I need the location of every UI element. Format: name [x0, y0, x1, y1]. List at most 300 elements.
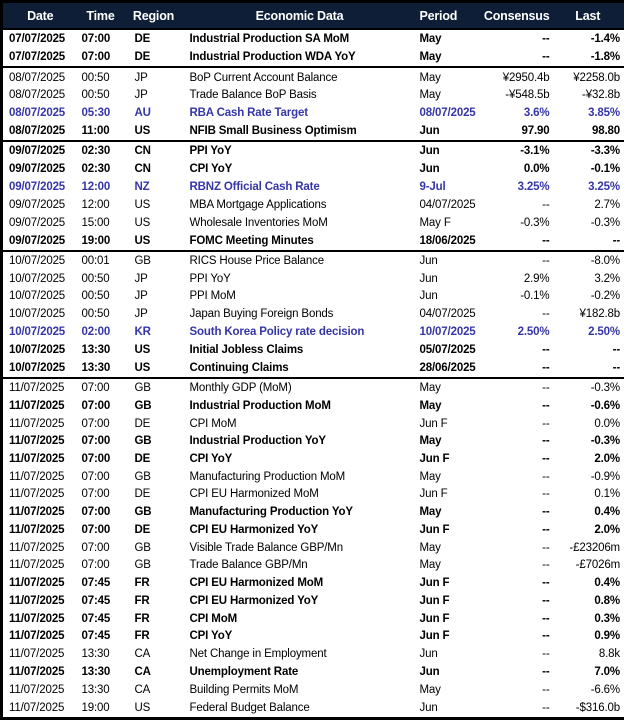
cell-consensus: -- — [542, 665, 550, 678]
cell-time: 12:00 — [81, 181, 111, 194]
cell-period: Jun F — [419, 594, 450, 607]
cell-region: JP — [134, 290, 148, 303]
cell-date: 11/07/2025 — [9, 577, 65, 590]
cell-period: 08/07/2025 — [419, 107, 476, 120]
cell-date: 11/07/2025 — [9, 488, 65, 501]
table-header — [2, 2, 624, 30]
cell-time: 13:30 — [81, 683, 110, 696]
cell-date: 08/07/2025 — [2, 67, 78, 86]
cell-region: CN — [134, 163, 151, 176]
cell-date: 07/07/2025 — [9, 51, 66, 64]
cell-consensus: -- — [542, 435, 550, 448]
cell-event: CPI YoY — [189, 452, 233, 465]
column-header-period: Period — [416, 2, 482, 30]
cell-period: May — [419, 470, 441, 483]
cell-consensus: -- — [542, 417, 550, 430]
cell-event: CPI YoY — [189, 630, 233, 643]
cell-last: -0.3% — [552, 378, 624, 397]
cell-event: RICS House Price Balance — [184, 251, 416, 270]
cell-time: 07:00 — [81, 435, 111, 448]
table-row — [2, 698, 624, 718]
cell-last: -0.9% — [590, 470, 620, 483]
cell-last: 3.2% — [594, 272, 620, 285]
cell-event: MBA Mortgage Applications — [189, 198, 327, 211]
cell-last: -$316.0b — [575, 701, 620, 714]
cell-event: Trade Balance GBP/Mn — [189, 559, 308, 572]
cell-period: Jun F — [419, 630, 450, 643]
cell-period: Jun F — [419, 417, 448, 430]
cell-time: 07:00 — [81, 33, 111, 46]
cell-region: GB — [124, 378, 184, 397]
cell-consensus: -- — [542, 51, 550, 64]
cell-time: 07:00 — [81, 470, 110, 483]
cell-date: 08/07/2025 — [9, 107, 66, 120]
column-header-economic-data: Economic Data — [184, 2, 416, 30]
cell-event: South Korea Policy rate decision — [189, 325, 365, 338]
cell-time: 19:00 — [81, 701, 110, 714]
cell-consensus: -- — [542, 630, 550, 643]
cell-consensus: ¥2950.4b — [482, 67, 552, 86]
cell-period: Jun F — [419, 612, 450, 625]
cell-period: Jun — [419, 272, 438, 285]
cell-event: Japan Buying Foreign Bonds — [189, 308, 334, 321]
column-header-consensus: Consensus — [482, 2, 552, 30]
cell-last: 0.1% — [594, 488, 620, 501]
cell-date: 11/07/2025 — [9, 701, 65, 714]
column-header-time: Time — [78, 2, 124, 30]
table-row — [2, 251, 624, 270]
cell-event: Continuing Claims — [189, 361, 289, 374]
cell-event: Industrial Production YoY — [189, 435, 326, 448]
table-body — [2, 29, 624, 719]
cell-consensus: 97.90 — [521, 125, 550, 138]
cell-period: Jun — [419, 290, 438, 303]
table-row — [2, 574, 624, 592]
cell-last: -0.2% — [590, 290, 620, 303]
cell-period: Jun F — [419, 452, 450, 465]
cell-consensus: 0.0% — [523, 163, 550, 176]
table-row — [2, 610, 624, 628]
cell-period: Jun — [416, 141, 482, 160]
cell-period: Jun F — [419, 488, 448, 501]
cell-event: CPI EU Harmonized MoM — [189, 577, 324, 590]
cell-event: FOMC Meeting Minutes — [189, 234, 314, 247]
cell-time: 11:00 — [81, 125, 110, 138]
cell-consensus: 2.9% — [523, 272, 550, 285]
cell-last: -0.3% — [590, 216, 620, 229]
cell-region: GB — [134, 470, 151, 483]
cell-time: 07:00 — [81, 452, 111, 465]
table-row — [2, 432, 624, 450]
cell-consensus: 2.50% — [517, 325, 550, 338]
cell-last: -- — [612, 343, 620, 356]
table-row — [2, 397, 624, 415]
column-header-date: Date — [2, 2, 78, 30]
cell-period: May — [419, 89, 441, 102]
cell-last: 0.8% — [594, 594, 620, 607]
cell-last: 0.9% — [594, 630, 620, 643]
cell-time: 05:30 — [81, 107, 111, 120]
table-row — [2, 539, 624, 557]
cell-region: CA — [134, 683, 151, 696]
cell-region: DE — [134, 523, 151, 536]
cell-period: Jun F — [419, 523, 450, 536]
cell-event: CPI EU Harmonized YoY — [189, 523, 319, 536]
cell-region: GB — [134, 399, 152, 412]
cell-last: -£7026m — [575, 559, 620, 572]
cell-event: Manufacturing Production YoY — [189, 506, 353, 519]
cell-consensus: -- — [482, 378, 552, 397]
cell-region: JP — [124, 67, 184, 86]
cell-period: May — [419, 399, 442, 412]
cell-region: GB — [134, 506, 152, 519]
cell-region: DE — [134, 452, 151, 465]
cell-period: May — [419, 559, 441, 572]
cell-event: BoP Current Account Balance — [184, 67, 416, 86]
header-row — [2, 2, 624, 30]
cell-consensus: -- — [542, 701, 550, 714]
cell-date: 09/07/2025 — [9, 198, 66, 211]
cell-consensus: -0.3% — [520, 216, 550, 229]
cell-consensus: -- — [542, 488, 550, 501]
cell-consensus: -- — [542, 470, 550, 483]
cell-consensus: -- — [542, 361, 550, 374]
cell-date: 11/07/2025 — [9, 470, 65, 483]
cell-region: US — [134, 343, 151, 356]
cell-time: 00:50 — [81, 89, 110, 102]
table-row — [2, 104, 624, 122]
cell-time: 07:00 — [81, 488, 110, 501]
cell-consensus: -- — [542, 648, 550, 661]
cell-period: May — [419, 435, 442, 448]
cell-event: Building Permits MoM — [189, 683, 299, 696]
cell-period: May F — [419, 216, 451, 229]
cell-consensus: 3.6% — [523, 107, 550, 120]
cell-event: Federal Budget Balance — [189, 701, 310, 714]
cell-consensus: -- — [542, 523, 550, 536]
cell-date: 08/07/2025 — [9, 89, 66, 102]
cell-event: RBA Cash Rate Target — [189, 107, 308, 120]
cell-region: US — [134, 361, 151, 374]
cell-last: -8.0% — [552, 251, 624, 270]
cell-region: GB — [134, 435, 152, 448]
cell-last: -1.4% — [590, 33, 620, 46]
cell-time: 02:00 — [81, 325, 111, 338]
cell-region: GB — [134, 541, 151, 554]
cell-time: 07:00 — [81, 559, 110, 572]
cell-date: 11/07/2025 — [9, 665, 65, 678]
cell-region: US — [134, 234, 151, 247]
cell-period: May — [416, 67, 482, 86]
cell-consensus: -- — [542, 399, 550, 412]
cell-event: Net Change in Employment — [189, 648, 327, 661]
cell-date: 11/07/2025 — [9, 523, 65, 536]
cell-period: 04/07/2025 — [419, 308, 476, 321]
table-row — [2, 305, 624, 323]
cell-date: 11/07/2025 — [9, 506, 65, 519]
table-row — [2, 468, 624, 486]
cell-time: 15:00 — [81, 216, 110, 229]
cell-date: 11/07/2025 — [9, 612, 65, 625]
cell-date: 10/07/2025 — [2, 251, 78, 270]
table-row — [2, 681, 624, 699]
cell-date: 10/07/2025 — [9, 272, 66, 285]
column-header-region: Region — [124, 2, 184, 30]
cell-period: 28/06/2025 — [419, 361, 476, 374]
cell-last: 2.0% — [594, 523, 620, 536]
cell-time: 07:00 — [78, 378, 124, 397]
cell-period: Jun F — [419, 577, 450, 590]
table-row — [2, 450, 624, 468]
cell-time: 07:45 — [81, 630, 111, 643]
cell-consensus: -3.1% — [482, 141, 552, 160]
cell-region: KR — [134, 325, 151, 338]
cell-event: Trade Balance BoP Basis — [189, 89, 317, 102]
cell-period: 18/06/2025 — [419, 234, 476, 247]
table-row — [2, 270, 624, 288]
cell-last: 3.25% — [588, 181, 620, 194]
cell-region: CA — [134, 665, 151, 678]
cell-region: FR — [134, 594, 150, 607]
cell-event: Industrial Production WDA YoY — [189, 51, 356, 64]
cell-period: 05/07/2025 — [419, 343, 476, 356]
cell-region: NZ — [134, 181, 150, 194]
cell-event: PPI YoY — [184, 141, 416, 160]
column-header-last: Last — [552, 2, 624, 30]
cell-last: -0.6% — [590, 399, 620, 412]
cell-last: 0.0% — [594, 417, 620, 430]
cell-last: 3.85% — [588, 107, 620, 120]
cell-event: CPI MoM — [189, 417, 237, 430]
table-row — [2, 663, 624, 681]
cell-period: 04/07/2025 — [419, 198, 476, 211]
cell-time: 02:30 — [78, 141, 124, 160]
cell-date: 09/07/2025 — [9, 234, 66, 247]
table-row — [2, 160, 624, 178]
cell-consensus: -- — [542, 612, 550, 625]
table-row — [2, 323, 624, 341]
cell-consensus: -- — [542, 683, 550, 696]
cell-region: FR — [134, 612, 150, 625]
cell-time: 00:50 — [81, 308, 110, 321]
cell-date: 11/07/2025 — [9, 541, 65, 554]
table-row — [2, 48, 624, 67]
cell-region: DE — [134, 51, 151, 64]
cell-event: Wholesale Inventories MoM — [189, 216, 328, 229]
cell-region: US — [134, 216, 151, 229]
table-row — [2, 557, 624, 575]
cell-time: 19:00 — [81, 234, 111, 247]
cell-event: CPI EU Harmonized MoM — [189, 488, 319, 501]
cell-date: 11/07/2025 — [9, 683, 65, 696]
cell-last: -3.3% — [552, 141, 624, 160]
table-row — [2, 231, 624, 250]
cell-last: ¥182.8b — [579, 308, 620, 321]
cell-time: 07:00 — [81, 541, 110, 554]
cell-event: Manufacturing Production MoM — [189, 470, 346, 483]
cell-consensus: -- — [542, 33, 550, 46]
cell-date: 10/07/2025 — [9, 325, 66, 338]
cell-time: 07:00 — [81, 523, 111, 536]
cell-last: 0.3% — [594, 612, 620, 625]
cell-period: 10/07/2025 — [419, 325, 476, 338]
cell-region: DE — [134, 488, 151, 501]
cell-time: 07:00 — [81, 399, 111, 412]
cell-time: 02:30 — [81, 163, 111, 176]
cell-period: Jun — [416, 251, 482, 270]
cell-last: -1.8% — [590, 51, 620, 64]
table-row — [2, 196, 624, 214]
cell-consensus: 3.25% — [517, 181, 550, 194]
cell-consensus: -- — [542, 559, 550, 572]
cell-time: 07:45 — [81, 612, 111, 625]
cell-last: -6.6% — [590, 683, 620, 696]
table-row — [2, 87, 624, 105]
cell-date: 11/07/2025 — [9, 559, 65, 572]
cell-last: -- — [612, 361, 620, 374]
cell-region: DE — [134, 417, 151, 430]
table-row — [2, 359, 624, 378]
cell-last: -0.3% — [590, 435, 620, 448]
cell-time: 00:01 — [78, 251, 124, 270]
cell-region: JP — [134, 89, 148, 102]
cell-time: 12:00 — [81, 198, 110, 211]
cell-last: 2.50% — [588, 325, 620, 338]
cell-date: 11/07/2025 — [9, 648, 65, 661]
cell-event: PPI MoM — [189, 290, 236, 303]
cell-last: 0.4% — [594, 577, 620, 590]
cell-last: -£23206m — [569, 541, 620, 554]
table-row — [2, 486, 624, 504]
table-row — [2, 141, 624, 160]
table-row — [2, 378, 624, 397]
cell-region: FR — [134, 630, 150, 643]
cell-time: 13:30 — [81, 361, 111, 374]
table-row — [2, 178, 624, 196]
cell-date: 11/07/2025 — [9, 435, 65, 448]
cell-date: 09/07/2025 — [9, 216, 66, 229]
cell-event: CPI YoY — [189, 163, 233, 176]
cell-time: 07:00 — [81, 51, 111, 64]
cell-last: ¥2258.0b — [552, 67, 624, 86]
cell-event: Unemployment Rate — [189, 665, 299, 678]
cell-date: 10/07/2025 — [9, 308, 66, 321]
cell-date: 09/07/2025 — [2, 141, 78, 160]
cell-last: 8.8k — [598, 648, 620, 661]
cell-date: 11/07/2025 — [9, 594, 65, 607]
cell-period: May — [416, 378, 482, 397]
cell-consensus: -- — [542, 343, 550, 356]
cell-time: 13:30 — [81, 343, 111, 356]
cell-date: 07/07/2025 — [9, 33, 66, 46]
cell-region: JP — [134, 308, 148, 321]
table-row — [2, 503, 624, 521]
cell-consensus: -- — [542, 506, 550, 519]
cell-time: 07:00 — [81, 417, 110, 430]
table-row — [2, 214, 624, 232]
cell-period: May — [419, 683, 441, 696]
cell-time: 13:30 — [81, 665, 111, 678]
cell-event: NFIB Small Business Optimism — [189, 125, 357, 138]
cell-date: 11/07/2025 — [9, 452, 65, 465]
cell-event: Initial Jobless Claims — [189, 343, 304, 356]
cell-region: AU — [134, 107, 151, 120]
cell-last: -0.1% — [590, 163, 620, 176]
cell-period: May — [419, 506, 442, 519]
cell-time: 07:45 — [81, 594, 111, 607]
cell-date: 11/07/2025 — [2, 378, 78, 397]
cell-consensus: -- — [482, 251, 552, 270]
cell-time: 07:45 — [81, 577, 111, 590]
cell-time: 07:00 — [81, 506, 111, 519]
cell-last: -¥32.8b — [582, 89, 620, 102]
cell-last: 2.7% — [594, 198, 620, 211]
cell-period: Jun — [419, 701, 438, 714]
cell-period: May — [419, 541, 441, 554]
cell-last: 0.4% — [594, 506, 620, 519]
cell-consensus: -- — [542, 541, 550, 554]
cell-consensus: -- — [542, 594, 550, 607]
cell-consensus: -0.1% — [520, 290, 550, 303]
cell-date: 11/07/2025 — [9, 417, 65, 430]
cell-consensus: -- — [542, 308, 550, 321]
table-row — [2, 288, 624, 306]
cell-consensus: -- — [542, 577, 550, 590]
table-row — [2, 592, 624, 610]
cell-time: 00:50 — [81, 290, 110, 303]
cell-period: May — [419, 51, 442, 64]
cell-region: JP — [134, 272, 148, 285]
cell-date: 08/07/2025 — [9, 125, 66, 138]
cell-event: CPI EU Harmonized YoY — [189, 594, 319, 607]
cell-date: 09/07/2025 — [9, 181, 66, 194]
table-row — [2, 415, 624, 433]
cell-date: 11/07/2025 — [9, 630, 65, 643]
cell-region: DE — [134, 33, 151, 46]
cell-region: US — [134, 125, 151, 138]
cell-last: 98.80 — [591, 125, 620, 138]
cell-date: 10/07/2025 — [9, 343, 66, 356]
cell-region: US — [134, 701, 151, 714]
cell-last: 7.0% — [594, 665, 620, 678]
cell-event: CPI MoM — [189, 612, 237, 625]
cell-date: 11/07/2025 — [9, 399, 65, 412]
cell-event: Monthly GDP (MoM) — [184, 378, 416, 397]
table-row — [2, 29, 624, 48]
cell-event: Industrial Production SA MoM — [189, 33, 350, 46]
cell-event: PPI YoY — [189, 272, 231, 285]
cell-period: 9-Jul — [419, 181, 446, 194]
table-row — [2, 645, 624, 663]
table-row — [2, 67, 624, 86]
cell-date: 10/07/2025 — [9, 290, 66, 303]
cell-time: 00:50 — [81, 272, 110, 285]
cell-period: May — [419, 33, 442, 46]
cell-period: Jun — [419, 163, 440, 176]
cell-last: 2.0% — [594, 452, 620, 465]
cell-region: FR — [134, 577, 150, 590]
cell-consensus: -- — [542, 234, 550, 247]
cell-date: 09/07/2025 — [9, 163, 66, 176]
cell-date: 10/07/2025 — [9, 361, 66, 374]
cell-region: US — [134, 198, 151, 211]
cell-time: 00:50 — [78, 67, 124, 86]
cell-consensus: -- — [542, 198, 550, 211]
cell-last: -- — [612, 234, 620, 247]
cell-period: Jun — [419, 125, 440, 138]
cell-event: Visible Trade Balance GBP/Mn — [189, 541, 343, 554]
cell-time: 13:30 — [81, 648, 110, 661]
